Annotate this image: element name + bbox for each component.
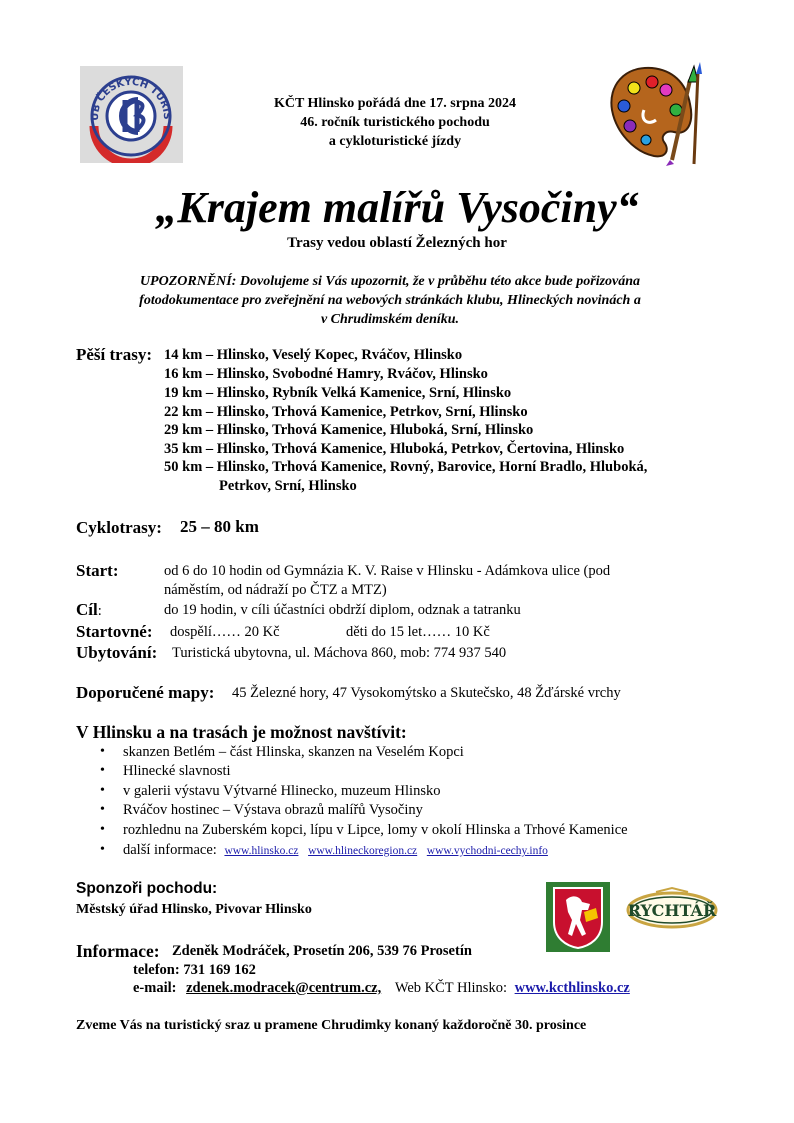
- fee-adults: dospělí…… 20 Kč: [170, 624, 280, 640]
- start-label: Start:: [76, 561, 119, 580]
- list-item: v galerii výstavu Výtvarné Hlinecko, muzeum Hlinsko: [123, 783, 441, 799]
- link-hlineckoregion[interactable]: www.hlineckoregion.cz: [308, 845, 418, 857]
- header-line-2: 46. ročník turistického pochodu: [300, 115, 490, 130]
- info-phone: telefon: 731 169 162: [133, 962, 256, 978]
- cycling-label: Cyklotrasy:: [76, 518, 162, 537]
- link-hlinsko[interactable]: www.hlinsko.cz: [224, 845, 299, 857]
- route-item: 16 km – Hlinsko, Svobodné Hamry, Rváčov, Hlinsko: [164, 366, 488, 382]
- bullet-icon: •: [100, 842, 105, 857]
- lodging-label: Ubytování:: [76, 643, 158, 662]
- web-link[interactable]: www.kcthlinsko.cz: [514, 980, 630, 996]
- route-item: 35 km – Hlinsko, Trhová Kamenice, Hluboká, Petrkov, Čertovina, Hlinsko: [164, 441, 625, 457]
- info-name: Zdeněk Modráček, Prosetín 206, 539 76 Prosetín: [172, 943, 472, 959]
- hlinsko-crest: [546, 882, 610, 952]
- finish-label: [76, 600, 102, 620]
- maps-label: Doporučené mapy:: [76, 683, 215, 702]
- info-label: Informace:: [76, 941, 160, 961]
- notice-line-3: v Chrudimském deníku.: [320, 312, 460, 327]
- kct-emblem-icon: [80, 66, 183, 163]
- email-link[interactable]: zdenek.modracek@centrum.cz,: [186, 980, 382, 996]
- palette-illustration: [604, 60, 704, 168]
- link-vychodni-cechy[interactable]: www.vychodni-cechy.info: [426, 845, 548, 857]
- beer-brand-icon: [626, 886, 718, 930]
- notice-line-2: fotodokumentace pro zveřejnění na webových stránkách klubu, Hlineckých novinách a: [139, 293, 641, 308]
- list-item: Rváčov hostinec – Výstava obrazů malířů Vysočiny: [123, 802, 423, 818]
- route-item: 19 km – Hlinsko, Rybník Velká Kamenice, Srní, Hlinsko: [164, 385, 512, 401]
- route-item: 22 km – Hlinsko, Trhová Kamenice, Petrkov, Srní, Hlinsko: [164, 404, 528, 420]
- email-label: e-mail:: [133, 980, 177, 996]
- start-line-2: náměstím, od nádraží po ČTZ a MTZ): [164, 582, 387, 598]
- notice-line-1: UPOZORNĚNÍ: Dovolujeme si Vás upozornit, že v průběhu této akce bude pořizována: [139, 274, 641, 289]
- bullet-icon: •: [100, 802, 105, 817]
- list-item: rozhlednu na Zuberském kopci, lípu v Lipce, lomy v okolí Hlinska a Trhové Kamenice: [123, 822, 628, 838]
- web-label: Web KČT Hlinsko:: [394, 980, 507, 996]
- bullet-icon: •: [100, 763, 105, 778]
- fee-label: Startovné:: [76, 622, 153, 641]
- bullet-icon: •: [100, 744, 105, 759]
- sponsors-heading: Sponzoři pochodu:: [76, 880, 218, 897]
- list-item-more-info: [123, 842, 548, 859]
- kct-logo-text: UB ČESKÝCH TURIS: [89, 76, 173, 122]
- route-item: 29 km – Hlinsko, Trhová Kamenice, Hluboká, Srní, Hlinsko: [164, 422, 534, 438]
- finish-value: do 19 hodin, v cíli účastníci obdrží diplom, odznak a tatranku: [164, 602, 521, 618]
- route-item: 50 km – Hlinsko, Trhová Kamenice, Rovný, Barovice, Horní Bradlo, Hluboká,: [164, 459, 648, 475]
- fee-kids: děti do 15 let…… 10 Kč: [346, 624, 490, 640]
- rychtar-logo: [626, 886, 718, 930]
- finish-label-colon: :: [97, 603, 102, 619]
- kct-logo: [80, 66, 183, 163]
- event-title: „Krajem malířů Vysočiny“: [155, 183, 639, 232]
- walking-label: Pěší trasy:: [76, 345, 153, 364]
- route-item-continuation: Petrkov, Srní, Hlinsko: [219, 478, 357, 494]
- more-info-label: další informace:: [123, 842, 217, 858]
- event-subtitle: Trasy vedou oblastí Železných hor: [287, 235, 507, 251]
- visit-heading: V Hlinsku a na trasách je možnost navštívit:: [76, 722, 407, 742]
- list-item: Hlinecké slavnosti: [123, 763, 231, 779]
- lodging-value: Turistická ubytovna, ul. Máchova 860, mob: 774 937 540: [172, 645, 507, 661]
- start-line-1: od 6 do 10 hodin od Gymnázia K. V. Raise v Hlinsku - Adámkova ulice (pod: [164, 563, 611, 579]
- header-line-3: a cykloturistické jízdy: [328, 134, 462, 149]
- horse-crest-icon: [546, 882, 610, 952]
- finish-label-main: Cíl: [76, 600, 98, 619]
- route-item: 14 km – Hlinsko, Veselý Kopec, Rváčov, Hlinsko: [164, 347, 463, 363]
- header-line-1: KČT Hlinsko pořádá dne 17. srpna 2024: [273, 96, 517, 111]
- cycling-value: 25 – 80 km: [180, 517, 259, 536]
- paint-palette-icon: [604, 60, 704, 168]
- footer-invitation: Zveme Vás na turistický sraz u pramene Chrudimky konaný každoročně 30. prosince: [76, 1018, 587, 1033]
- bullet-icon: •: [100, 783, 105, 798]
- beer-logo-text: RYCHTÁŘ: [627, 901, 717, 920]
- list-item: skanzen Betlém – část Hlinska, skanzen na Veselém Kopci: [123, 744, 464, 760]
- bullet-icon: •: [100, 822, 105, 837]
- sponsors-value: Městský úřad Hlinsko, Pivovar Hlinsko: [76, 902, 312, 917]
- info-contact-line: [133, 980, 630, 997]
- maps-value: 45 Železné hory, 47 Vysokomýtsko a Skutečsko, 48 Žďárské vrchy: [232, 685, 621, 701]
